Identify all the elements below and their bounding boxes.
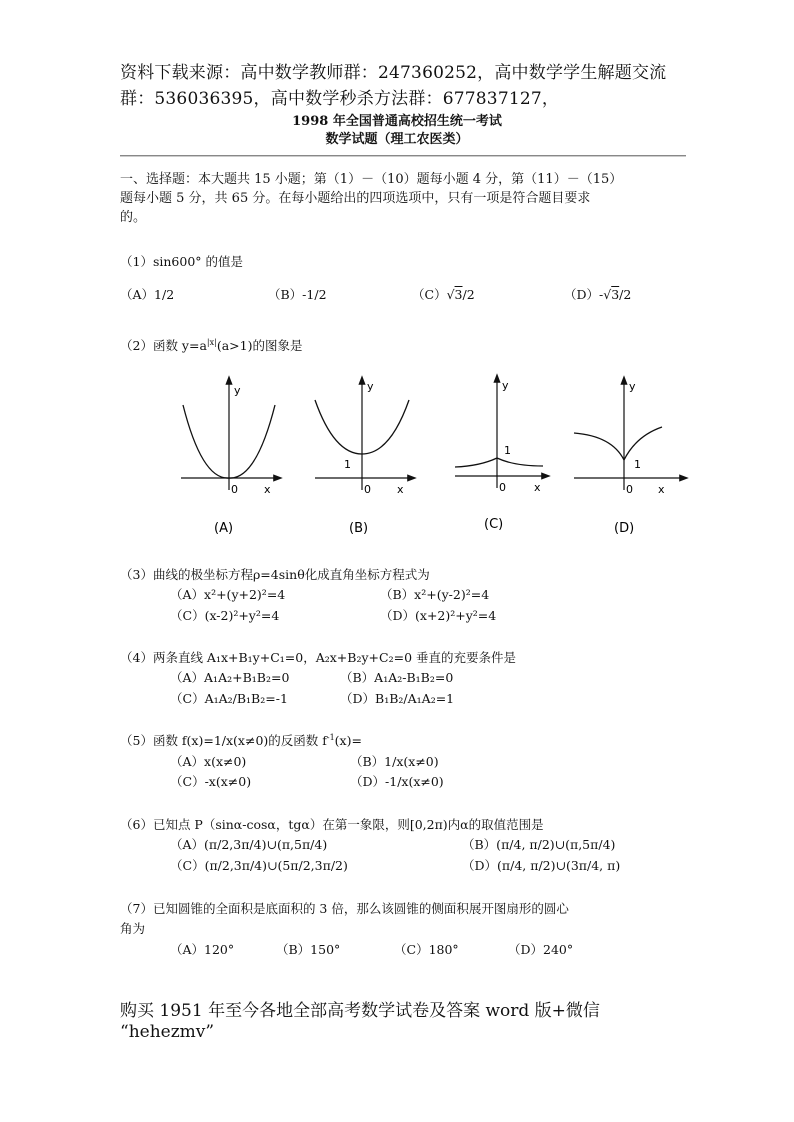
q5-option-d: （D）-1/x(x≠0) [350,774,444,789]
q5-stem [120,731,362,749]
graph-a-y-label: y [234,384,241,397]
q6-option-d: （D）(π/4, π/2)∪(3π/4, π) [462,858,621,873]
q3-option-c: （C）(x-2)²+y²=4 [170,608,280,623]
graph-c-one-label: 1 [504,444,511,457]
q5-option-b: （B）1/x(x≠0) [350,754,439,769]
q1-option-d-suffix: /2 [619,287,632,302]
graph-d [574,380,684,536]
graph-c-curve [455,458,543,467]
q4-option-a: （A）A₁A₂+B₁B₂=0 [170,670,290,685]
graph-a-x-label: x [264,483,271,496]
q1-stem: （1）sin600° 的值是 [120,254,243,269]
header-line-1: 资料下载来源：高中数学教师群：247360252，高中数学学生解题交流 [120,63,667,83]
q3-option-b: （B）x²+(y-2)²=4 [380,587,490,602]
graph-b-y-label: y [367,380,374,393]
title-divider [120,155,686,157]
graph-c-caption: (C) [484,517,504,532]
q7-option-c: （C）180° [394,942,459,957]
graph-c-x-label: x [534,481,541,494]
exam-title: 1998 年全国普通高校招生统一考试 [292,114,502,129]
graph-c-origin-label: 0 [499,481,506,494]
footer-line-2: “hehezmv” [120,1022,215,1042]
graph-d-one-label: 1 [634,458,641,471]
q7-option-a: （A）120° [170,942,235,957]
q1-option-c-prefix: （C） [412,287,447,302]
q2-stem-prefix: （2）函数 y=a [120,338,207,353]
graph-b-x-label: x [397,483,404,496]
q3-stem: （3）曲线的极坐标方程ρ=4sinθ化成直角坐标方程式为 [120,567,430,582]
q3-option-d: （D）(x+2)²+y²=4 [380,608,497,623]
graph-a-caption: (A) [214,521,234,536]
q1-option-c-radicand: 3 [454,287,463,302]
section-intro-2: 题每小题 5 分，共 65 分。在每小题给出的四项选项中，只有一项是符合题目要求 [120,191,591,206]
q4-option-d: （D）B₁B₂/A₁A₂=1 [340,691,455,706]
graph-a [181,380,278,536]
q6-option-c: （C）(π/2,3π/4)∪(5π/2,3π/2) [170,858,348,873]
q1-option-c [412,285,475,303]
q1-option-d-radicand: 3 [611,287,620,302]
header-line-2: 群：536036395，高中数学秒杀方法群：677837127， [120,89,560,109]
graph-b [315,380,412,536]
q7-option-b: （B）150° [276,942,341,957]
q5-stem-exponent: -1 [326,733,335,742]
q4-option-c: （C）A₁A₂/B₁B₂=-1 [170,691,288,706]
graph-b-one-label: 1 [344,458,351,471]
q5-option-a: （A）x(x≠0) [170,754,247,769]
graph-c [455,378,546,532]
graph-d-origin-label: 0 [626,483,633,496]
q4-option-b: （B）A₁A₂-B₁B₂=0 [340,670,454,685]
graph-c-y-label: y [502,379,509,392]
q5-stem-suffix: (x)= [334,733,362,748]
sqrt-icon: √ [603,287,612,302]
q1-option-c-suffix: /2 [462,287,475,302]
q4-stem: （4）两条直线 A₁x+B₁y+C₁=0，A₂x+B₂y+C₂=0 垂直的充要条件是 [120,650,516,665]
q6-option-b: （B）(π/4, π/2)∪(π,5π/4) [462,837,616,852]
graph-d-x-label: x [658,483,665,496]
graph-d-caption: (D) [614,521,635,536]
q2-stem [120,336,302,354]
graph-b-origin-label: 0 [364,483,371,496]
q6-option-a: （A）(π/2,3π/4)∪(π,5π/4) [170,837,328,852]
q2-stem-exponent: |x| [206,338,217,347]
q2-stem-suffix: (a>1)的图象是 [216,338,303,353]
graph-d-curve [574,427,662,460]
graph-a-origin-label: 0 [231,483,238,496]
q1-option-d-prefix: （D）- [564,287,604,302]
q7-stem-2: 角为 [120,921,146,936]
section-intro-1: 一、选择题：本大题共 15 小题；第（1）－（10）题每小题 4 分，第（11）－（15） [120,172,623,187]
q2-graph-panel [0,370,794,545]
q6-stem: （6）已知点 P（sinα-cosα，tgα）在第一象限，则[0,2π)内α的取值范围是 [120,817,544,832]
graph-b-caption: (B) [349,521,369,536]
q1-option-a: （A）1/2 [120,287,175,302]
q5-option-c: （C）-x(x≠0) [170,774,252,789]
q1-option-d [564,285,631,303]
graph-d-y-label: y [629,380,636,393]
q5-stem-prefix: （5）函数 f(x)=1/x(x≠0)的反函数 f [120,733,327,748]
q3-option-a: （A）x²+(y+2)²=4 [170,587,286,602]
sqrt-icon: √ [446,287,455,302]
q7-stem-1: （7）已知圆锥的全面积是底面积的 3 倍，那么该圆锥的侧面积展开图扇形的圆心 [120,901,569,916]
q7-option-d: （D）240° [508,942,574,957]
footer-line-1: 购买 1951 年至今各地全部高考数学试卷及答案 word 版+微信 [120,1001,600,1021]
section-intro-3: 的。 [120,210,147,225]
exam-subtitle: 数学试题（理工农医类） [325,132,469,147]
q1-option-b: （B）-1/2 [268,287,327,302]
